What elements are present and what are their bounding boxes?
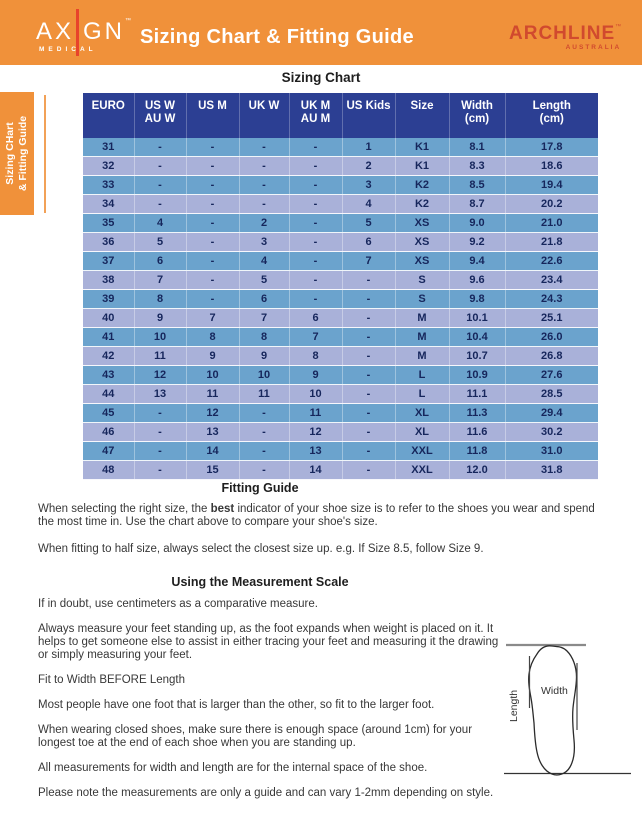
table-cell: - (289, 252, 342, 271)
side-tab-line2: & Fitting Guide (17, 115, 29, 192)
table-cell: - (239, 423, 289, 442)
table-cell: 30.2 (505, 423, 598, 442)
table-cell: 14 (289, 461, 342, 480)
archline-name: ARCHLINE (509, 23, 616, 44)
column-header: UK M AU M (289, 93, 342, 138)
table-cell: - (342, 347, 395, 366)
table-cell: - (342, 423, 395, 442)
measurement-paragraphs (38, 598, 500, 812)
table-cell: 19.4 (505, 176, 598, 195)
table-cell: 9 (186, 347, 239, 366)
table-row (83, 423, 598, 442)
p1-bold: best (210, 503, 235, 515)
table-cell: - (342, 271, 395, 290)
table-row (83, 176, 598, 195)
table-cell: 11 (289, 404, 342, 423)
table-cell: 11.3 (449, 404, 505, 423)
table-cell: - (289, 214, 342, 233)
table-cell: 8 (239, 328, 289, 347)
table-cell: 27.6 (505, 366, 598, 385)
paragraph: When wearing closed shoes, make sure there is enough space (around 1cm) for your longest toe at the end of each shoe when you are standing up. (38, 724, 473, 749)
table-cell: XS (395, 252, 449, 271)
table-row (83, 461, 598, 480)
table-cell: 7 (289, 328, 342, 347)
side-tab-line1: Sizing CHart (4, 122, 16, 185)
table-cell: 44 (83, 385, 134, 404)
table-cell: 11 (134, 347, 186, 366)
archline-subtitle: AUSTRALIA (565, 44, 622, 51)
table-cell: 9.2 (449, 233, 505, 252)
table-cell: - (134, 195, 186, 214)
table-cell: 9.0 (449, 214, 505, 233)
table-cell: - (186, 138, 239, 157)
table-row (83, 404, 598, 423)
table-cell: 10 (239, 366, 289, 385)
column-header: Size (395, 93, 449, 138)
sizing-table-body (83, 138, 598, 480)
table-cell: 24.3 (505, 290, 598, 309)
table-cell: - (342, 461, 395, 480)
table-cell: 1 (342, 138, 395, 157)
table-cell: - (342, 328, 395, 347)
table-row (83, 309, 598, 328)
paragraph: Fit to Width BEFORE Length (38, 674, 186, 686)
table-cell: K2 (395, 195, 449, 214)
table-cell: - (186, 290, 239, 309)
table-cell: 21.0 (505, 214, 598, 233)
table-cell: M (395, 347, 449, 366)
table-cell: 11 (239, 385, 289, 404)
archline-trademark: ™ (615, 24, 622, 30)
width-label: Width (541, 685, 568, 697)
table-cell: XS (395, 214, 449, 233)
table-cell: - (342, 366, 395, 385)
table-cell: - (134, 138, 186, 157)
table-cell: 9 (239, 347, 289, 366)
table-cell: 9.4 (449, 252, 505, 271)
table-cell: 8 (289, 347, 342, 366)
table-cell: 2 (239, 214, 289, 233)
table-cell: 9 (134, 309, 186, 328)
table-cell: S (395, 290, 449, 309)
paragraph: Most people have one foot that is larger than the other, so fit to the larger foot. (38, 699, 435, 711)
table-cell: 20.2 (505, 195, 598, 214)
table-cell: 12 (134, 366, 186, 385)
table-cell: 7 (342, 252, 395, 271)
table-cell: 13 (134, 385, 186, 404)
table-cell: 9.8 (449, 290, 505, 309)
column-header: Width (cm) (449, 93, 505, 138)
table-cell: - (186, 233, 239, 252)
table-row (83, 366, 598, 385)
table-cell: 25.1 (505, 309, 598, 328)
foot-outline-icon (529, 646, 577, 775)
measurement-scale-heading: Using the Measurement Scale (171, 575, 349, 589)
column-header: EURO (83, 93, 134, 138)
sizing-chart-heading: Sizing Chart (281, 70, 361, 85)
table-cell: 29.4 (505, 404, 598, 423)
table-cell: XS (395, 233, 449, 252)
header-banner (0, 0, 642, 65)
table-cell: K2 (395, 176, 449, 195)
table-cell: 6 (134, 252, 186, 271)
table-cell: 46 (83, 423, 134, 442)
sizing-table-header-row (83, 93, 598, 138)
table-row (83, 195, 598, 214)
table-cell: - (239, 404, 289, 423)
table-cell: 36 (83, 233, 134, 252)
table-cell: 8 (134, 290, 186, 309)
table-cell: - (134, 404, 186, 423)
fitting-guide-text (38, 503, 610, 570)
table-cell: 26.0 (505, 328, 598, 347)
table-cell: 38 (83, 271, 134, 290)
table-cell: 6 (289, 309, 342, 328)
page-title: Sizing Chart & Fitting Guide (140, 26, 414, 48)
table-row (83, 442, 598, 461)
table-cell: - (186, 176, 239, 195)
table-cell: - (134, 423, 186, 442)
table-cell: 22.6 (505, 252, 598, 271)
table-cell: 40 (83, 309, 134, 328)
table-cell: 10 (289, 385, 342, 404)
table-cell: - (239, 195, 289, 214)
table-cell: - (289, 271, 342, 290)
table-cell: 8.5 (449, 176, 505, 195)
table-cell: 9.6 (449, 271, 505, 290)
length-label: Length (508, 689, 520, 722)
table-cell: - (186, 195, 239, 214)
side-tab-label (0, 92, 34, 215)
table-cell: 8.1 (449, 138, 505, 157)
column-header: US M (186, 93, 239, 138)
table-cell: 2 (342, 157, 395, 176)
table-cell: 15 (186, 461, 239, 480)
table-cell: XXL (395, 442, 449, 461)
table-cell: - (134, 157, 186, 176)
table-cell: 14 (186, 442, 239, 461)
table-cell: 31.8 (505, 461, 598, 480)
table-cell: K1 (395, 157, 449, 176)
table-cell: 4 (134, 214, 186, 233)
table-cell: 6 (342, 233, 395, 252)
table-cell: - (289, 195, 342, 214)
table-cell: 12 (289, 423, 342, 442)
table-cell: 5 (342, 214, 395, 233)
table-row (83, 138, 598, 157)
table-cell: 9 (289, 366, 342, 385)
axign-trademark: ™ (125, 18, 132, 24)
axign-word-left: AX (36, 18, 75, 45)
table-cell: 13 (289, 442, 342, 461)
table-cell: M (395, 309, 449, 328)
table-cell: 31 (83, 138, 134, 157)
table-cell: K1 (395, 138, 449, 157)
table-cell: 18.6 (505, 157, 598, 176)
table-cell: 31.0 (505, 442, 598, 461)
paragraph: Always measure your feet standing up, as the foot expands when weight is placed on it. It helps to get someone else to assist in either tracing your feet and measuring it the drawing or simply measuring your feet. (38, 623, 499, 661)
table-cell: 12 (186, 404, 239, 423)
side-accent-line (44, 95, 46, 213)
table-cell: 11.8 (449, 442, 505, 461)
paragraph (38, 503, 610, 529)
table-cell: 13 (186, 423, 239, 442)
p1-before: When selecting the right size, the (38, 503, 211, 515)
table-cell: - (289, 176, 342, 195)
table-cell: - (239, 461, 289, 480)
table-cell: - (134, 442, 186, 461)
p1-after: indicator of your shoe size is to refer to the shoes you wear and spend the most time in. Use the chart above to compare your shoe's size. (38, 503, 595, 528)
table-cell: 37 (83, 252, 134, 271)
table-cell: XXL (395, 461, 449, 480)
table-row (83, 271, 598, 290)
table-row (83, 385, 598, 404)
table-cell: 5 (239, 271, 289, 290)
table-cell: 8 (186, 328, 239, 347)
table-cell: - (186, 157, 239, 176)
table-cell: - (342, 309, 395, 328)
table-cell: - (239, 157, 289, 176)
table-cell: 8.7 (449, 195, 505, 214)
table-cell: 12.0 (449, 461, 505, 480)
table-cell: 11.6 (449, 423, 505, 442)
table-cell: 6 (239, 290, 289, 309)
sizing-table (83, 93, 598, 480)
table-cell: - (342, 385, 395, 404)
table-cell: 23.4 (505, 271, 598, 290)
table-cell: L (395, 366, 449, 385)
column-header: UK W (239, 93, 289, 138)
table-cell: 11.1 (449, 385, 505, 404)
table-row (83, 290, 598, 309)
table-cell: 10.1 (449, 309, 505, 328)
foot-measurement-diagram (500, 635, 642, 785)
table-cell: - (239, 138, 289, 157)
table-cell: - (289, 290, 342, 309)
table-cell: XL (395, 404, 449, 423)
table-row (83, 252, 598, 271)
axign-word-right: GN (83, 18, 126, 45)
table-cell: 34 (83, 195, 134, 214)
table-cell: 41 (83, 328, 134, 347)
table-row (83, 214, 598, 233)
column-header: Length (cm) (505, 93, 598, 138)
paragraph: When fitting to half size, always select the closest size up. e.g. If Size 8.5, follow Size 9. (38, 543, 484, 555)
table-cell: S (395, 271, 449, 290)
table-cell: 10.9 (449, 366, 505, 385)
archline-logo (509, 24, 621, 51)
table-cell: - (342, 290, 395, 309)
table-cell: M (395, 328, 449, 347)
paragraph: If in doubt, use centimeters as a comparative measure. (38, 598, 318, 610)
table-cell: 7 (186, 309, 239, 328)
table-cell: 48 (83, 461, 134, 480)
fitting-guide-heading: Fitting Guide (221, 481, 299, 495)
table-cell: 32 (83, 157, 134, 176)
table-cell: 21.8 (505, 233, 598, 252)
column-header: US W AU W (134, 93, 186, 138)
table-cell: 43 (83, 366, 134, 385)
table-cell: 45 (83, 404, 134, 423)
table-cell: - (134, 461, 186, 480)
table-cell: - (239, 176, 289, 195)
table-row (83, 233, 598, 252)
table-cell: XL (395, 423, 449, 442)
table-cell: 10 (186, 366, 239, 385)
table-cell: L (395, 385, 449, 404)
table-cell: 42 (83, 347, 134, 366)
table-row (83, 157, 598, 176)
table-cell: - (239, 442, 289, 461)
table-cell: - (289, 233, 342, 252)
paragraph: All measurements for width and length are for the internal space of the shoe. (38, 762, 428, 774)
table-cell: 11 (186, 385, 239, 404)
table-cell: 10 (134, 328, 186, 347)
table-cell: 33 (83, 176, 134, 195)
table-cell: - (289, 138, 342, 157)
table-row (83, 347, 598, 366)
table-cell: 35 (83, 214, 134, 233)
table-cell: - (186, 252, 239, 271)
table-cell: 3 (342, 176, 395, 195)
table-cell: 3 (239, 233, 289, 252)
table-cell: 17.8 (505, 138, 598, 157)
table-cell: - (342, 442, 395, 461)
table-cell: 4 (342, 195, 395, 214)
table-cell: 10.7 (449, 347, 505, 366)
table-cell: - (186, 271, 239, 290)
table-cell: 47 (83, 442, 134, 461)
table-cell: - (186, 214, 239, 233)
table-cell: - (289, 157, 342, 176)
table-cell: - (342, 404, 395, 423)
table-cell: 7 (239, 309, 289, 328)
axign-subtitle: MEDICAL (39, 46, 97, 53)
table-cell: 28.5 (505, 385, 598, 404)
table-cell: 26.8 (505, 347, 598, 366)
table-cell: 5 (134, 233, 186, 252)
table-cell: 10.4 (449, 328, 505, 347)
table-cell: 8.3 (449, 157, 505, 176)
table-row (83, 328, 598, 347)
table-cell: - (134, 176, 186, 195)
column-header: US Kids (342, 93, 395, 138)
table-cell: 7 (134, 271, 186, 290)
paragraph: Please note the measurements are only a guide and can vary 1-2mm depending on style. (38, 787, 494, 799)
table-cell: 39 (83, 290, 134, 309)
table-cell: 4 (239, 252, 289, 271)
